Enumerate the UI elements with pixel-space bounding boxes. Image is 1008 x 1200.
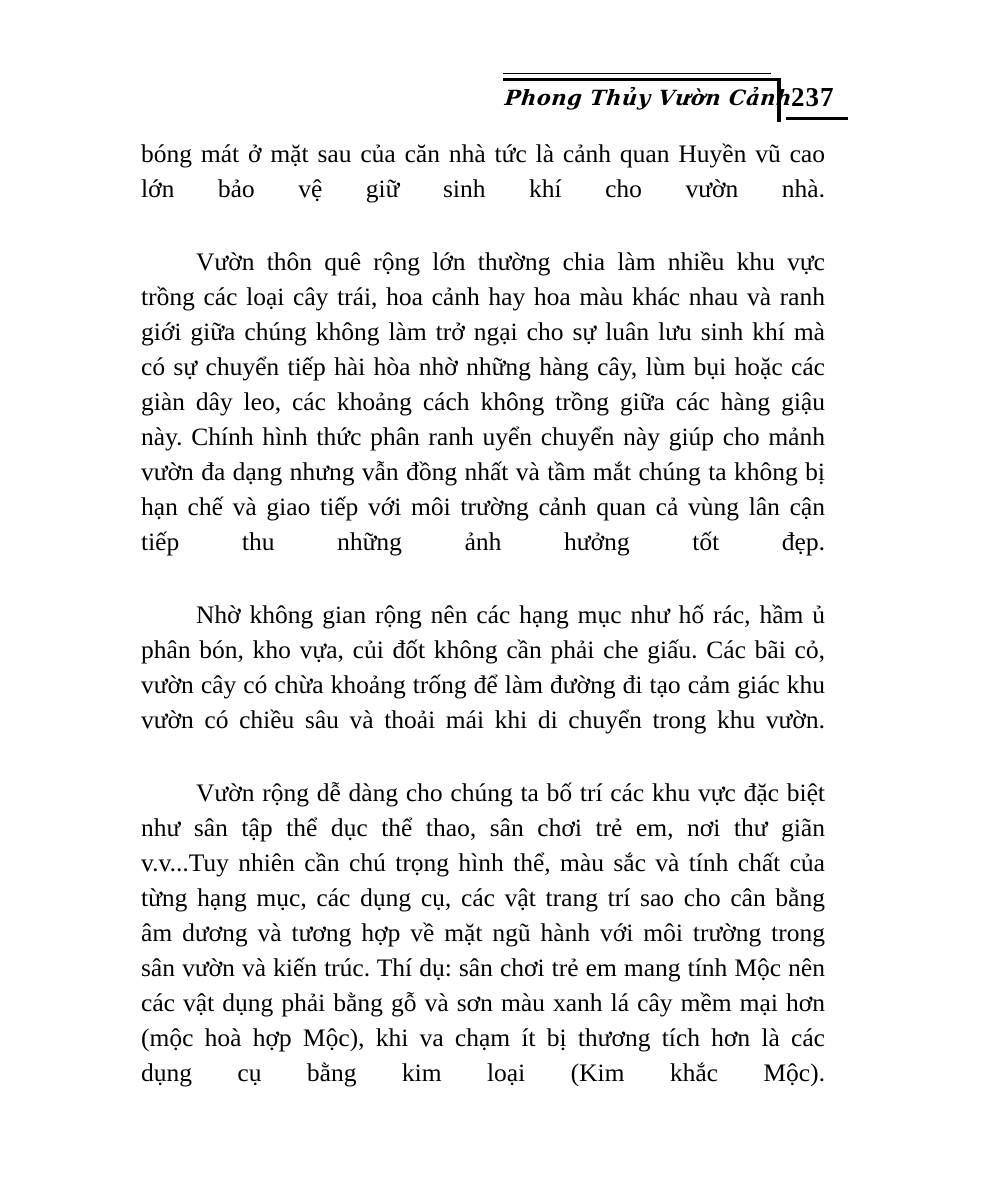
paragraph-nho-khong-gian-rong: Nhờ không gian rộng nên các hạng mục như hố rác, hầm ủ phân bón, kho vựa, củi đốt không cần phải che giấu. Các bãi cỏ, vườn cây có chừa khoảng trống để làm đường đi tạo cảm giác khu vườn có chiều sâu và thoải mái khi di chuyển trong khu vườn. <box>141 600 825 734</box>
paragraph-continuation: bóng mát ở mặt sau của căn nhà tức là cảnh quan Huyền vũ cao lớn bảo vệ giữ sinh khí cho vườn nhà. <box>141 139 825 203</box>
running-header-title: Phong Thủy Vườn Cảnh <box>503 85 794 110</box>
header-rule-thin <box>503 73 771 74</box>
header-rule <box>503 78 781 81</box>
running-header <box>503 72 843 130</box>
page-number-underline <box>786 117 848 120</box>
body-text-column <box>141 136 825 1125</box>
page-number: 237 <box>791 82 835 112</box>
paragraph-vuon-thon-que: Vườn thôn quê rộng lớn thường chia làm nhiều khu vực trồng các loại cây trái, hoa cảnh hay hoa màu khác nhau và ranh giới giữa chúng không làm trở ngại cho sự luân lưu sinh khí mà có sự chuyển tiếp hài hòa nhờ những hàng cây, lùm bụi hoặc các giàn dây leo, các khoảng cách không trồng giữa các hàng giậu này. Chính hình thức phân ranh uyển chuyển này giúp cho mảnh vườn đa dạng nhưng vẫn đồng nhất và tầm mắt chúng ta không bị hạn chế và giao tiếp với môi trường cảnh quan cả vùng lân cận tiếp thu những ảnh hưởng tốt đẹp. <box>141 247 825 556</box>
paragraph-vuon-rong-de-dang: Vườn rộng dễ dàng cho chúng ta bố trí các khu vực đặc biệt như sân tập thể dục thể thao, sân chơi trẻ em, nơi thư giãn v.v...Tuy nhiên cần chú trọng hình thể, màu sắc và tính chất của từng hạng mục, các dụng cụ, các vật trang trí sao cho cân bằng âm dương và tương hợp về mặt ngũ hành với môi trường trong sân vườn và kiến trúc. Thí dụ: sân chơi trẻ em mang tính Mộc nên các vật dụng phải bằng gỗ và sơn màu xanh lá cây mềm mại hơn (mộc hoà hợp Mộc), khi va chạm ít bị thương tích hơn là các dụng cụ bằng kim loại (Kim khắc Mộc). <box>141 778 825 1087</box>
